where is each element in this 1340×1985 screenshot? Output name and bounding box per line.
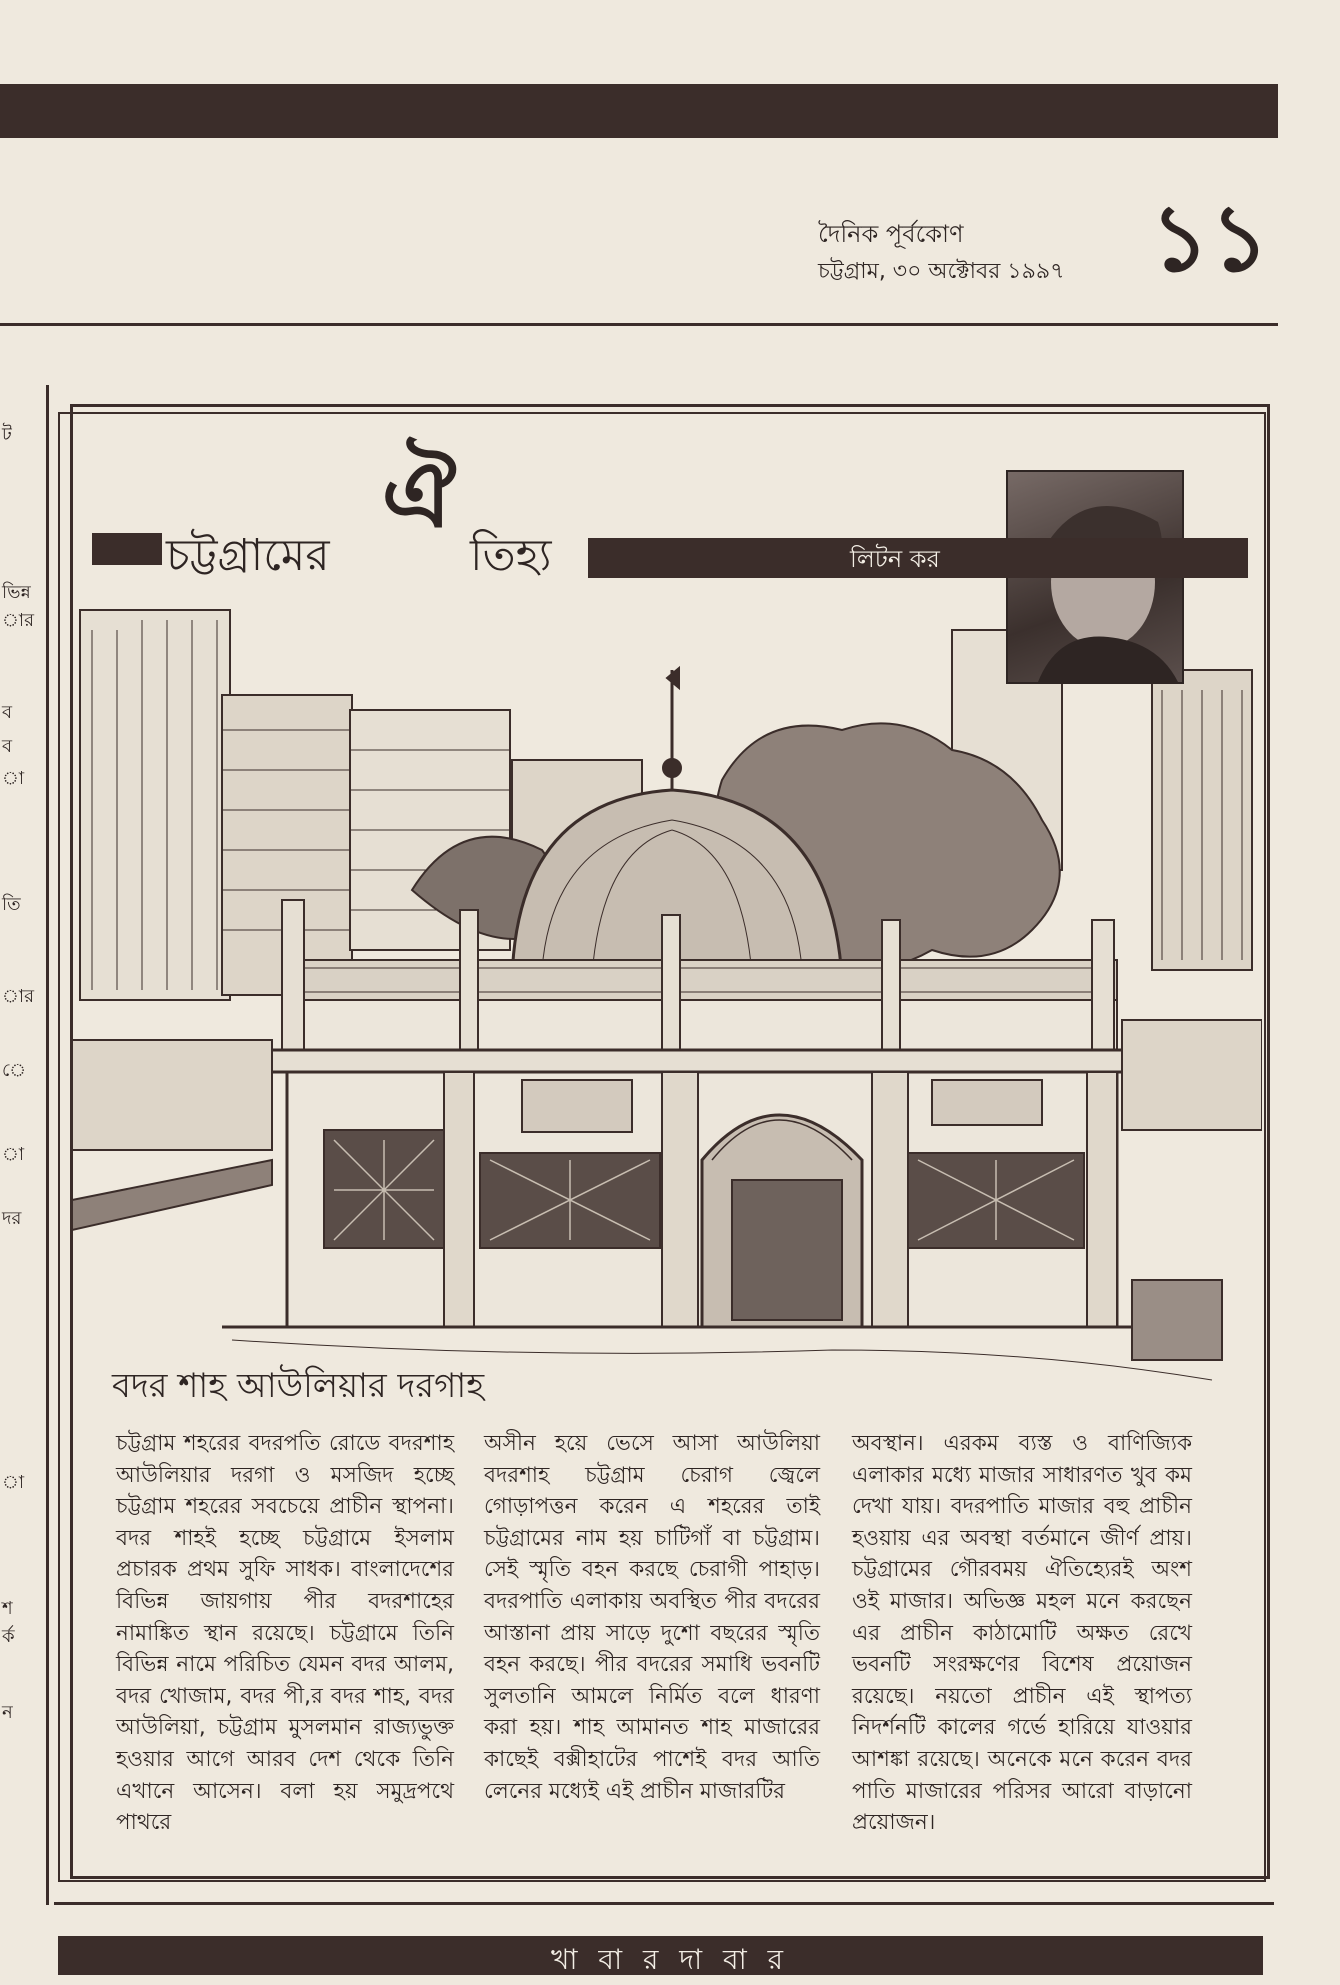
next-section-label: খা বা র দা বা র — [550, 1943, 790, 1976]
article-column-1: চট্টগ্রাম শহরের বদরপতি রোডে বদরশাহ আউলিয়ার দরগা ও মসজিদ হচ্ছে চট্টগ্রাম শহরের সবচেয়ে প্রাচীন স্থাপনা। বদর শাহই হচ্ছে চট্টগ্রামে ইসলাম প্রচারক প্রথম সুফি সাধক। বাংলাদেশের বিভিন্ন জায়গায় পীর বদরশাহের নামাঙ্কিত স্থান রয়েছে। চট্টগ্রামে তিনি বিভিন্ন নামে পরিচিত যেমন বদর আলম, বদর খোজাম, বদর পী,র বদর শাহ, বদর আউলিয়া, চট্টগ্রাম মুসলমান রাজ্যভুক্ত হওয়ার আগে আরব দেশ থেকে তিনি এখানে আসেন। বলা হয় সমুদ্রপথে পাথরে — [116, 1431, 454, 1836]
fragment: ব — [2, 702, 13, 723]
fragment: ট — [2, 424, 12, 445]
header-rule — [0, 323, 1278, 326]
fragment: ার — [2, 986, 34, 1007]
article-title: বদর শাহ আউলিয়ার দরগাহ — [112, 1366, 485, 1406]
author-byline: লিটন কর — [850, 545, 940, 573]
fragment: তি — [2, 894, 21, 915]
fragment: া — [2, 1472, 25, 1493]
fragment: ভিন্ন — [2, 582, 31, 603]
fragment: শ — [2, 1598, 13, 1619]
newspaper-name: দৈনিক পূর্বকোণ — [818, 220, 964, 248]
dargah-illustration — [72, 600, 1262, 1430]
article-column-3: অবস্থান। এরকম ব্যস্ত ও বাণিজ্যিক এলাকার মধ্যে মাজার সাধারণত খুব কম দেখা যায়। বদরপাতি মাজার বহু প্রাচীন হওয়ায় এর অবস্থা বর্তমানে জীর্ণ প্রায়। চট্টগ্রামের গৌরবময় ঐতিহ্যেরই অংশ ওই মাজার। অভিজ্ঞ মহল মনে করছেন এর প্রাচীন কাঠামোটি অক্ষত রেখে ভবনটি সংরক্ষণের বিশেষ প্রয়োজন রয়েছে। নয়তো প্রাচীন এই স্থাপত্য নিদর্শনটি কালের গর্ভে হারিয়ে যাওয়ার আশঙ্কা রয়েছে। অনেকে মনে করেন বদর পাতি মাজারের পরিসর আরো বাড়ানো প্রয়োজন। — [852, 1431, 1192, 1836]
masthead-bar — [0, 84, 1278, 138]
fragment: ে — [2, 1060, 27, 1081]
page-number: ১১ — [1150, 184, 1270, 292]
series-title: চট্টগ্রামের — [166, 530, 330, 581]
bottom-rule — [54, 1902, 1274, 1905]
fragment: র্ক — [2, 1626, 15, 1647]
series-ornament: ঐ — [382, 440, 456, 548]
dateline: চট্টগ্রাম, ৩০ অক্টোবর ১৯৯৭ — [818, 259, 1065, 284]
series-bar-left — [92, 533, 162, 565]
fragment: ব — [2, 736, 13, 757]
fragment: া — [2, 1144, 25, 1165]
previous-column-fragments — [0, 420, 32, 1860]
fragment: ার — [2, 610, 34, 631]
fragment: দর — [2, 1208, 22, 1229]
fragment: া — [2, 768, 25, 789]
fragment: ন — [2, 1702, 13, 1723]
article-column-2: অসীন হয়ে ভেসে আসা আউলিয়া বদরশাহ চট্টগ্রাম চেরাগ জ্বেলে গোড়াপত্তন করেন এ শহরের তাই চট্টগ্রামের নাম হয় চাটিগাঁ বা চট্টগ্রাম। সেই স্মৃতি বহন করছে চেরাগী পাহাড়। বদরপাতি এলাকায় অবস্থিত পীর বদরের আস্তানা প্রায় সাড়ে দুশো বছরের স্মৃতি বহন করছে। পীর বদরের সমাধি ভবনটি সুলতানি আমলে নির্মিত বলে ধারণা করা হয়। শাহ আমানত শাহ মাজারের কাছেই বক্সীহাটের পাশেই বদর আতি লেনের মধ্যেই এই প্রাচীন মাজারটির — [484, 1431, 820, 1804]
series-title-tail: তিহ্য — [470, 530, 552, 581]
column-rule — [46, 385, 49, 1905]
